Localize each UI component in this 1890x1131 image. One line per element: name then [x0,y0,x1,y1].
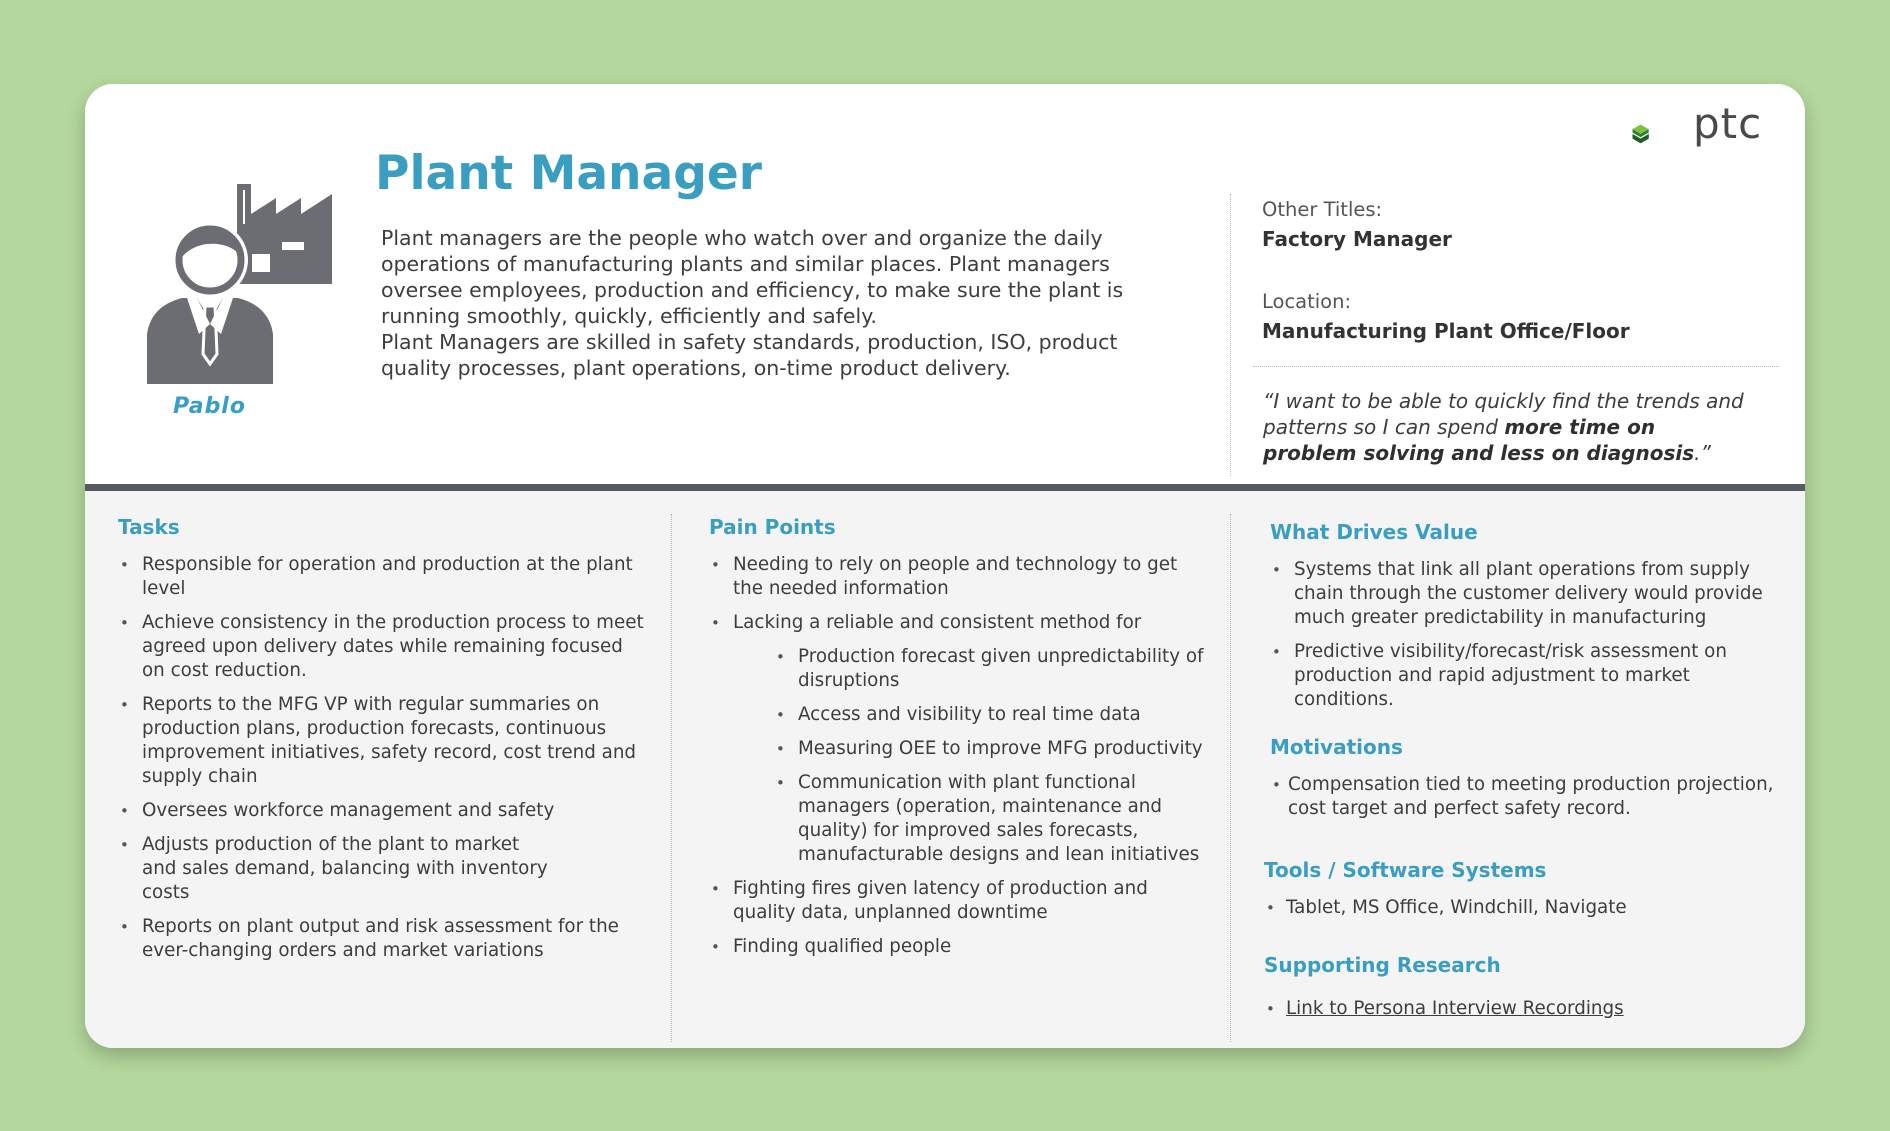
quote-text: “I want to be able to quickly find the trends and patterns so I can spend [1263,389,1744,439]
tasks-heading: Tasks [118,515,180,539]
other-titles-value: Factory Manager [1262,227,1452,251]
description-paragraph: Plant Managers are skilled in safety standards, production, ISO, product quality processes, plant operations, on-time product delivery. [381,330,1118,380]
ptc-logo-text: ptc [1693,99,1763,148]
sub-list-item: • Access and visibility to real time data [774,703,1209,727]
research-section [1264,953,1774,1031]
persona-quote [1263,388,1753,466]
sub-list-item: • Production forecast given unpredictability of disruptions [774,645,1209,693]
pain-points-section [709,515,1209,969]
persona-description [381,225,1171,381]
tools-heading: Tools / Software Systems [1264,858,1547,882]
list-item: • Reports to the MFG VP with regular summaries on production plans, production forecasts, continuous improvement initiatives, safety record, cost trend and supply chain [118,693,648,789]
location-label: Location: [1262,290,1352,313]
research-heading: Supporting Research [1264,953,1501,977]
drives-value-heading: What Drives Value [1270,520,1478,544]
list-item [1264,997,1774,1021]
list-item: • Achieve consistency in the production process to meet agreed upon delivery dates while remaining focused on cost reduction. [118,611,648,683]
ptc-logo-icon [1631,108,1681,160]
sub-list-item: • Measuring OEE to improve MFG productivity [774,737,1209,761]
list-item: • Predictive visibility/forecast/risk assessment on production and rapid adjustment to market conditions. [1270,640,1770,712]
tasks-section [118,515,648,973]
pain-points-list [709,553,1209,959]
drives-value-list [1270,558,1770,712]
motivations-list [1270,773,1780,821]
horizontal-divider [1253,366,1779,367]
column-divider [1230,514,1231,1042]
motivations-heading: Motivations [1270,735,1403,759]
description-paragraph: Plant managers are the people who watch over and organize the daily operations of manufacturing plants and similar places. Plant managers oversee employees, production and efficiency, to make sure the plant is running smoothly, quickly, efficiently and safely. [381,226,1124,328]
list-item: • Finding qualified people [709,935,1209,959]
list-item-text: Lacking a reliable and consistent method for [733,612,1142,633]
list-item: • Oversees workforce management and safety [118,799,648,823]
persona-name: Pablo [173,394,246,419]
section-divider [85,484,1805,491]
list-item: • Fighting fires given latency of production and quality data, unplanned downtime [709,877,1209,925]
list-item [709,611,1209,867]
persona-header [85,84,1805,486]
list-item: • Reports on plant output and risk assessment for the ever-changing orders and market variations [118,915,648,963]
page-title: Plant Manager [375,146,762,201]
quote-end: .” [1694,441,1711,465]
persona-card [85,84,1805,1048]
list-item: • Compensation tied to meeting production projection, cost target and perfect safety record. [1270,773,1780,821]
list-item: • Tablet, MS Office, Windchill, Navigate [1264,896,1774,920]
other-titles-label: Other Titles: [1262,198,1383,221]
list-item: • Needing to rely on people and technology to get the needed information [709,553,1209,601]
manager-factory-icon [137,184,357,384]
tools-list [1264,896,1774,920]
list-item: • Adjusts production of the plant to market and sales demand, balancing with inventory costs [118,833,648,905]
other-titles [1262,198,1782,251]
tools-section [1264,858,1774,930]
tasks-list [118,553,648,963]
location-value: Manufacturing Plant Office/Floor [1262,319,1630,343]
research-list [1264,997,1774,1021]
quote-emphasis: more time on problem solving and less on diagnosis [1263,415,1695,465]
vertical-divider [1230,194,1231,476]
column-divider [671,514,672,1042]
persona-recordings-link[interactable]: Link to Persona Interview Recordings [1286,998,1624,1019]
drives-value-section [1270,520,1770,722]
list-item: • Systems that link all plant operations from supply chain through the customer delivery would provide much greater predictability in manufacturing [1270,558,1770,630]
location [1262,290,1782,343]
sub-list-item: • Communication with plant functional managers (operation, maintenance and quality) for improved sales forecasts, manufacturable designs and lean initiatives [774,771,1209,867]
motivations-section [1270,735,1780,831]
pain-points-sublist [774,645,1209,867]
pain-points-heading: Pain Points [709,515,836,539]
list-item: • Responsible for operation and production at the plant level [118,553,648,601]
